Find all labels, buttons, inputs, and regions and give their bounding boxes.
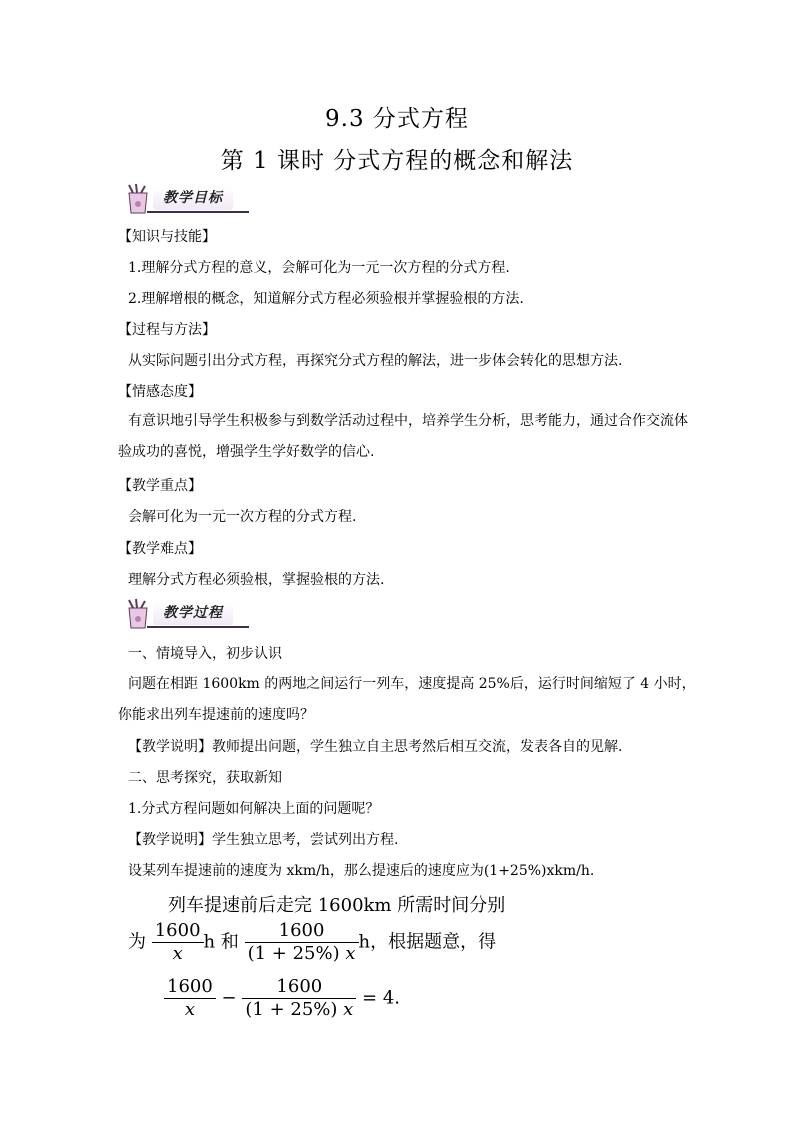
unit-h: h	[203, 931, 216, 953]
process-method-text: 从实际问题引出分式方程，再探究分式方程的解法，进一步体会转化的思想方法.	[128, 353, 623, 369]
section-badge-label: 教学过程	[153, 601, 233, 625]
step2-setup: 设某列车提速前的速度为 xkm/h，那么提速后的速度应为(1+25%)xkm/h.	[128, 863, 595, 879]
fraction-denominator: x	[172, 943, 183, 964]
process-method-heading: 【过程与方法】	[118, 322, 216, 338]
page-subtitle: 第 1 课时 分式方程的概念和解法	[220, 148, 574, 174]
fraction-1600-over-x	[164, 976, 216, 1021]
math-suffix: h，根据题意，得	[358, 931, 497, 953]
and-word: 和	[220, 931, 239, 953]
step1-problem: 问题在相距 1600km 的两地之间运行一列车，速度提高 25%后，运行时间缩短了 4 小时，你能求出列车提速前的速度吗？	[118, 676, 696, 723]
badge-underline	[147, 211, 249, 213]
math-line-2	[128, 920, 496, 965]
key-point-heading: 【教学重点】	[118, 478, 202, 494]
section-badge-goals	[123, 183, 249, 217]
math-prefix: 为	[128, 931, 146, 953]
emotion-text: 有意识地引导学生积极参与到数学活动过程中，培养学生分析，思考能力，通过合作交流体验成功的喜悦，增强学生学好数学的信心.	[118, 413, 688, 460]
page-title: 9.3 分式方程	[325, 106, 469, 132]
step2-question: 1.分式方程问题如何解决上面的问题呢？	[128, 801, 380, 817]
knowledge-heading: 【知识与技能】	[118, 229, 216, 245]
fraction-denominator	[245, 943, 359, 965]
fraction-numerator: 1600	[242, 976, 356, 999]
fraction-1600-over-increased	[245, 920, 359, 965]
math-line-1: 列车提速前后走完 1600km 所需时间分别	[168, 895, 506, 916]
difficulty-text: 理解分式方程必须验根，掌握验根的方法.	[128, 572, 385, 588]
math-equation	[164, 976, 400, 1021]
fraction-1600-over-increased	[242, 976, 356, 1021]
knowledge-item-1: 1.理解分式方程的意义，会解可化为一元一次方程的分式方程.	[128, 260, 510, 276]
denominator-x: x	[343, 999, 354, 1020]
step2-note: 【教学说明】学生独立思考，尝试列出方程.	[128, 832, 399, 848]
fraction-numerator: 1600	[245, 920, 359, 943]
section-badge-label: 教学目标	[153, 186, 233, 210]
denominator-factor: (1 + 25%)	[247, 943, 340, 964]
denominator-x: x	[345, 943, 356, 964]
key-point-text: 会解可化为一元一次方程的分式方程.	[128, 509, 357, 525]
equals-result: = 4.	[362, 987, 401, 1009]
badge-underline	[147, 626, 249, 628]
denominator-factor: (1 + 25%)	[245, 999, 338, 1020]
fraction-denominator	[242, 999, 356, 1021]
step2-heading: 二、思考探究，获取新知	[128, 770, 282, 786]
fraction-1600-over-x	[152, 920, 204, 965]
difficulty-heading: 【教学难点】	[118, 541, 202, 557]
step1-note: 【教学说明】教师提出问题，学生独立自主思考然后相互交流，发表各自的见解.	[128, 739, 623, 755]
section-badge-process	[123, 598, 249, 632]
fraction-numerator: 1600	[152, 920, 204, 943]
step1-heading: 一、情境导入，初步认识	[128, 646, 282, 662]
minus-sign: −	[221, 987, 237, 1009]
fraction-denominator: x	[184, 999, 195, 1020]
fraction-numerator: 1600	[164, 976, 216, 999]
knowledge-item-2: 2.理解增根的概念，知道解分式方程必须验根并掌握验根的方法.	[128, 291, 524, 307]
emotion-heading: 【情感态度】	[118, 384, 202, 400]
